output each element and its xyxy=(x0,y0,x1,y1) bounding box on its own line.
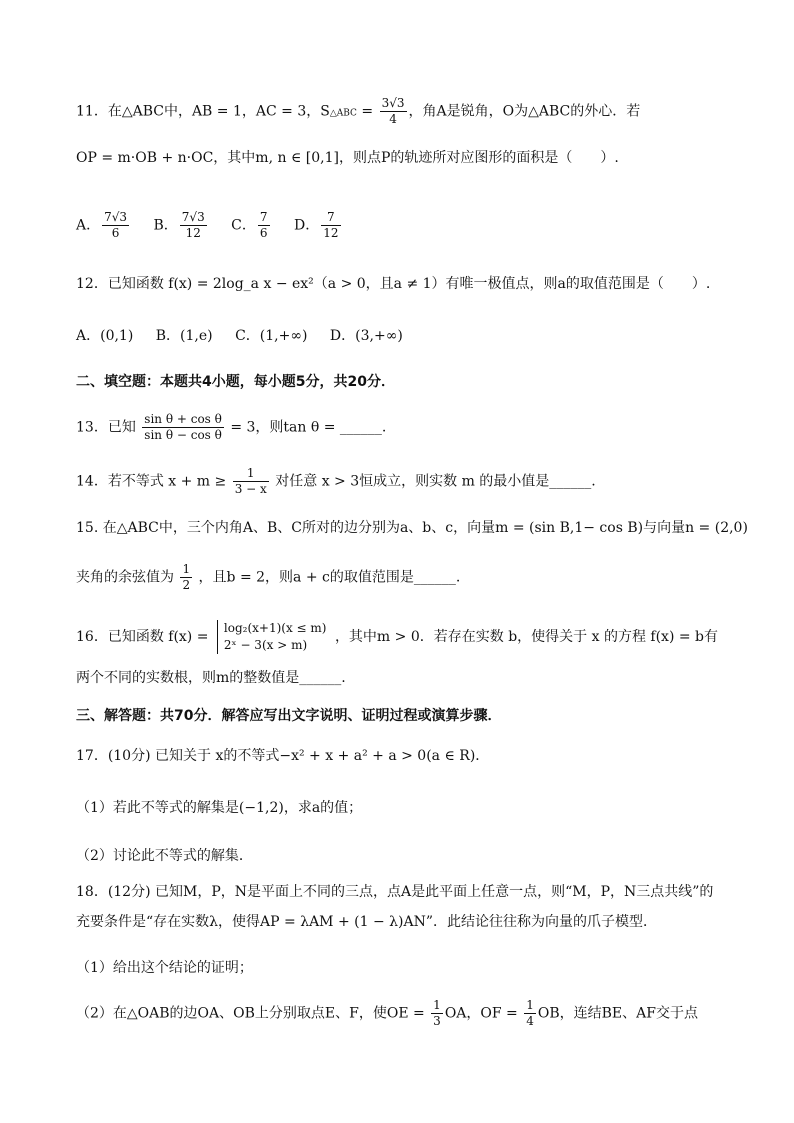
frac-numerator: 3√3 xyxy=(381,96,405,110)
q18-part2: （2）在△OAB的边OA、OB上分别取点E、F，使OE = $\frac{1}{3}$ OA，OF = $\frac{1}{4}$ OB，连结BE、AF交于点 xyxy=(76,998,698,1028)
q16-line1: 16．已知函数 f(x) = log₂(x+1)(x ≤ m) 2ˣ − 3(x > m) ，其中m > 0．若存在实数 b，使得关于 x 的方程 f(x) = b有 xyxy=(76,621,719,652)
q15-line2: 夹角的余弦值为 $\frac{1}{2}$ ，且b = 2，则a + c的取值范围是______. xyxy=(76,562,461,592)
q11-text-b: ，角A是锐角，O为△ABC的外心．若 xyxy=(408,103,641,120)
q11-option-b: B． $\frac{7√3}{12}$ xyxy=(153,210,205,240)
q15-line1: 15. 在△ABC中，三个内角A、B、C所对的边分别为a、b、c，向量m = (sin B,1− cos B)与向量n = (2,0) xyxy=(76,520,748,536)
q14-fraction: $\frac{1}{3 - x}$ xyxy=(234,466,267,496)
q15-fraction: $\frac{1}{2}$ xyxy=(182,562,191,592)
q18-fraction-1: $\frac{1}{3}$ xyxy=(433,998,441,1028)
q13-fraction: $\frac{\text{sin θ + cos θ}}{\text{sin θ − cos θ}}$ xyxy=(144,412,222,442)
q11-option-c: C． $\frac{7}{6}$ xyxy=(231,210,268,240)
q11-option-a: A． $\frac{7√3}{6}$ xyxy=(76,210,128,240)
q12-stem: 12．已知函数 f(x) = 2log_a x − ex²（a > 0，且a ≠ 1）有唯一极值点，则a的取值范围是（ ）. xyxy=(76,276,711,292)
q17-part2: （2）讨论此不等式的解集． xyxy=(76,848,253,864)
q11-line2: OP = m·OB + n·OC，其中m, n ∈ [0,1]，则点P的轨迹所对应图形的面积是（ ）. xyxy=(76,150,619,166)
q11-area-fraction xyxy=(380,96,407,127)
section-fill-in-heading: 二、填空题：本题共4小题，每小题5分，共20分． xyxy=(76,374,395,390)
q11-options xyxy=(76,210,734,241)
q18-line2: 充要条件是“存在实数λ，使得AP = λAM + (1 − λ)AN”．此结论往往称为向量的爪子模型． xyxy=(76,914,657,930)
q17-part1: （1）若此不等式的解集是(−1,2)，求a的值； xyxy=(76,800,363,816)
q18-fraction-2: $\frac{1}{4}$ xyxy=(526,998,534,1028)
q11-line1: 11．在△ABC中，AB = 1，AC = 3，S△ABC = $\frac{3√3}{4}$ ，角A是锐角，O为△ABC的外心．若 xyxy=(76,96,641,126)
section-solution-heading: 三、解答题：共70分．解答应写出文字说明、证明过程或演算步骤． xyxy=(76,708,502,724)
q17-stem: 17．(10分) 已知关于 x的不等式−x² + x + a² + a > 0(a ∈ R)． xyxy=(76,748,490,764)
q16-piecewise: log₂(x+1)(x ≤ m) 2ˣ − 3(x > m) xyxy=(217,620,327,654)
q18-line1: 18．(12分) 已知M，P，N是平面上不同的三点，点A是此平面上任意一点，则“M，P，N三点共线”的 xyxy=(76,884,714,900)
q12-options xyxy=(76,326,734,346)
q12-option-c: C．(1,+∞) xyxy=(235,328,308,344)
q11-option-d: D． $\frac{7}{12}$ xyxy=(293,210,339,240)
q12-option-d: D．(3,+∞) xyxy=(329,328,403,344)
q12-option-b: B．(1,e) xyxy=(155,328,213,344)
q16-line2: 两个不同的实数根，则m的整数值是______. xyxy=(76,670,346,686)
frac-denominator: 4 xyxy=(389,112,397,126)
q14: 14．若不等式 x + m ≥ $\frac{1}{3 - x}$ 对任意 x > 3恒成立，则实数 m 的最小值是______. xyxy=(76,466,596,496)
q12-option-a: A．(0,1) xyxy=(76,328,134,344)
q11-text-a: 11．在△ABC中，AB = 1，AC = 3，S xyxy=(76,103,330,120)
q18-part1: （1）给出这个结论的证明； xyxy=(76,960,253,976)
q13: 13．已知 $\frac{\text{sin θ + cos θ}}{\text{sin θ − cos θ}}$ = 3，则tan θ = ______. xyxy=(76,412,387,442)
